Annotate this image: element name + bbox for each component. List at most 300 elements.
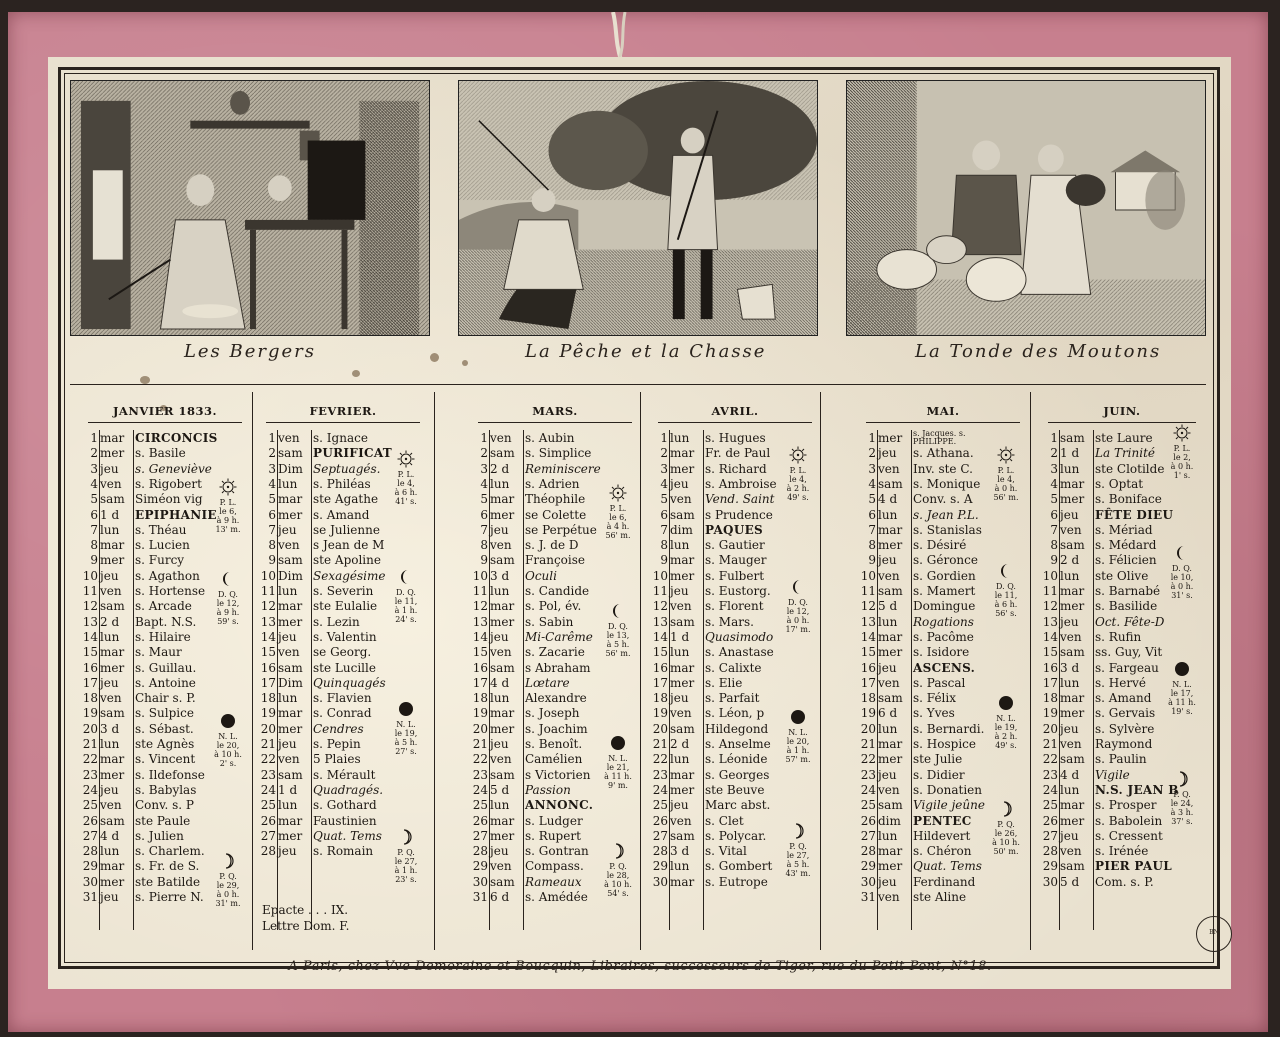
weekday: 3 d — [1060, 660, 1080, 675]
weekday: mar — [100, 645, 125, 660]
calendar-day-row — [470, 552, 640, 568]
saint-name: se Georg. — [313, 645, 372, 660]
weekday: lun — [1060, 675, 1080, 690]
weekday: sam — [1060, 859, 1085, 874]
saint-name: s. Amand — [313, 507, 370, 522]
saint-name: s. Hervé — [1095, 675, 1146, 690]
month-title: JANVIER 1833. — [88, 404, 242, 423]
saint-name: s. Pascal — [913, 675, 966, 690]
weekday: sam — [670, 614, 695, 629]
saint-name: ss. Guy, Vit — [1095, 645, 1163, 660]
ink-stain — [140, 376, 150, 384]
weekday: mer — [490, 721, 515, 736]
calendar-day-row — [470, 690, 640, 706]
weekday: 2 d — [490, 461, 510, 476]
saint-name: s. Pepin — [313, 737, 361, 751]
calendar-day-row — [80, 797, 250, 813]
saint-name: PURIFICAT — [313, 446, 393, 461]
moon-phase-note — [984, 562, 1028, 618]
day-number: 19 — [652, 706, 668, 721]
new-moon-icon — [397, 700, 415, 718]
calendar-day-row — [650, 537, 820, 553]
calendar-day-row — [470, 568, 640, 584]
day-number: 6 — [868, 507, 876, 522]
day-number: 26 — [652, 813, 668, 828]
day-number: 6 — [660, 507, 668, 522]
weekday: sam — [100, 813, 125, 828]
saint-name: Camélien — [525, 752, 583, 767]
saint-name: s. Zacarie — [525, 645, 585, 660]
saint-name: Ferdinand — [913, 874, 976, 889]
calendar-day-row — [80, 629, 250, 645]
day-number: 8 — [1050, 538, 1058, 553]
weekday: lun — [278, 691, 298, 706]
day-number: 18 — [82, 691, 98, 706]
day-number: 31 — [860, 890, 876, 904]
saint-name: Faustinien — [313, 813, 377, 828]
day-number: 7 — [268, 522, 276, 537]
weekday: mer — [878, 752, 903, 767]
day-number: 20 — [82, 721, 98, 736]
day-number: 8 — [660, 538, 668, 553]
day-number: 12 — [1042, 599, 1058, 614]
saint-name: s. Hugues — [705, 431, 766, 445]
saint-name: Quat. Tems — [913, 859, 982, 874]
weekday: mar — [100, 859, 125, 874]
weekday: jeu — [490, 629, 509, 644]
weekday: sam — [100, 599, 125, 614]
phase-text: le 17, — [1170, 689, 1194, 698]
day-number: 16 — [260, 660, 276, 675]
saint-name: s. Gothard — [313, 798, 377, 813]
weekday: lun — [1060, 568, 1080, 583]
weekday: lun — [100, 629, 120, 644]
phase-text: D. Q. — [1172, 564, 1192, 573]
day-number: 29 — [1042, 859, 1058, 874]
saint-name: s. Fulbert — [705, 568, 765, 583]
weekday: lun — [1060, 461, 1080, 476]
day-number: 7 — [90, 522, 98, 537]
weekday: ven — [878, 675, 900, 690]
saint-name: s. Benoît. — [525, 737, 583, 751]
calendar-day-row — [858, 660, 1028, 676]
weekday: lun — [278, 584, 298, 598]
weekday: jeu — [278, 629, 297, 644]
calendar-day-row — [258, 644, 428, 660]
day-number: 23 — [260, 767, 276, 782]
calendar-day-row — [650, 430, 820, 446]
phase-text: à 5 h. — [786, 860, 810, 869]
weekday: 3 d — [490, 568, 510, 583]
weekday: sam — [490, 660, 515, 675]
saint-name: s. Eustorg. — [705, 584, 771, 598]
phase-text: P. L. — [219, 498, 237, 507]
saint-name: s. Furcy — [135, 553, 185, 568]
day-number: 2 — [660, 446, 668, 461]
phase-text: N. L. — [788, 728, 808, 737]
weekday: sam — [490, 874, 515, 889]
saint-name: ste Beuve — [705, 782, 765, 797]
weekday: lun — [100, 844, 120, 859]
phase-text: P. Q. — [997, 820, 1015, 829]
saint-name: ste Paule — [135, 813, 191, 828]
weekday: ven — [670, 492, 692, 507]
phase-text: le 13, — [606, 631, 630, 640]
caption-1: Les Bergers — [183, 341, 317, 362]
phase-text: à 2 h. — [994, 732, 1018, 741]
phase-text: D. Q. — [996, 582, 1016, 591]
calendar-day-row — [470, 797, 640, 813]
day-number: 24 — [652, 782, 668, 797]
phase-text: à 0 h. — [216, 890, 240, 899]
weekday: mer — [878, 538, 903, 553]
weekday: jeu — [878, 553, 897, 568]
calendar-day-row — [858, 629, 1028, 645]
phase-text: à 5 h. — [606, 640, 630, 649]
day-number: 5 — [660, 492, 668, 507]
calendar-day-row — [258, 522, 428, 538]
weekday: mar — [878, 844, 903, 859]
weekday: mer — [670, 782, 695, 797]
moon-phase-note — [596, 602, 640, 658]
phase-text: 43' m. — [785, 869, 811, 878]
day-number: 17 — [82, 675, 98, 690]
weekday: 4 d — [490, 675, 510, 690]
saint-name: s. Optat — [1095, 476, 1144, 491]
weekday: mar — [100, 431, 125, 445]
weekday: 2 d — [670, 737, 690, 751]
day-number: 13 — [82, 614, 98, 629]
weekday: jeu — [490, 522, 509, 537]
calendar-day-row — [858, 675, 1028, 691]
saint-name: s. Gordien — [913, 568, 976, 583]
weekday: lun — [878, 507, 898, 522]
saint-name: s. Paulin — [1095, 752, 1147, 767]
phase-text: 23' s. — [395, 875, 417, 884]
phase-text: 56' m. — [605, 531, 631, 540]
day-number: 3 — [868, 461, 876, 476]
saint-name: s. Hortense — [135, 584, 206, 598]
saint-name: Domingue — [913, 599, 976, 614]
day-number: 18 — [472, 691, 488, 706]
saint-name: ASCENS. — [913, 660, 976, 675]
calendar-day-row — [258, 797, 428, 813]
moon-phase-note — [206, 478, 250, 534]
calendar-day-row — [1040, 721, 1204, 737]
weekday: ven — [490, 431, 512, 445]
day-number: 21 — [652, 737, 668, 751]
full-moon-sun-icon — [997, 446, 1015, 464]
engraving-la-peche-et-la-chasse — [458, 80, 818, 336]
calendar-day-row — [858, 507, 1028, 523]
day-number: 14 — [82, 629, 98, 644]
saint-name: s. Conrad — [313, 706, 372, 721]
calendar-day-row — [650, 644, 820, 660]
calendar-day-row — [1040, 736, 1204, 752]
saint-name: s. Gontran — [525, 844, 589, 859]
day-number: 30 — [652, 874, 668, 889]
first-quarter-icon — [219, 852, 237, 870]
phase-text: 54' s. — [607, 889, 629, 898]
day-number: 24 — [82, 782, 98, 797]
calendar-day-row — [858, 782, 1028, 798]
saint-name: s. Isidore — [913, 645, 970, 660]
weekday: 1 d — [670, 629, 690, 644]
saint-name: Hildevert — [913, 828, 971, 843]
phase-text: 37' s. — [1171, 817, 1193, 826]
saint-name: s. Severin — [313, 584, 374, 598]
saint-name: PENTEC — [913, 813, 972, 828]
weekday: mar — [1060, 476, 1085, 491]
calendar-day-row — [650, 675, 820, 691]
weekday: mar — [878, 522, 903, 537]
weekday: ven — [878, 461, 900, 476]
day-number: 20 — [472, 721, 488, 736]
phase-text: P. Q. — [609, 862, 627, 871]
phase-text: à 0 h. — [994, 484, 1018, 493]
phase-text: le 4, — [997, 475, 1015, 484]
weekday: lun — [878, 721, 898, 736]
saint-name: 5 Plaies — [313, 752, 361, 767]
phase-text: à 10 h. — [604, 880, 632, 889]
phase-text: 57' m. — [785, 755, 811, 764]
day-number: 6 — [268, 507, 276, 522]
weekday: jeu — [1060, 507, 1079, 522]
day-number: 25 — [652, 798, 668, 813]
weekday: sam — [278, 553, 303, 568]
weekday: 6 d — [490, 890, 510, 904]
calendar-day-row — [858, 858, 1028, 874]
saint-name: s. Maur — [135, 645, 182, 660]
day-number: 16 — [82, 660, 98, 675]
phase-text: à 1 h. — [786, 746, 810, 755]
calendar-day-row — [470, 430, 640, 446]
phase-text: 49' s. — [787, 493, 809, 502]
new-moon-icon — [997, 694, 1015, 712]
new-moon-icon — [609, 734, 627, 752]
phase-text: 13' m. — [215, 525, 241, 534]
calendar-day-row — [80, 675, 250, 691]
saint-name: s. Vital — [705, 844, 747, 859]
moon-phase-note — [776, 822, 820, 878]
calendar-day-row — [858, 644, 1028, 660]
day-number: 1 — [660, 431, 668, 445]
weekday: ven — [878, 782, 900, 797]
day-number: 20 — [652, 721, 668, 736]
weekday: mer — [100, 553, 125, 568]
saint-name: s. Joachim — [525, 721, 588, 736]
saint-name: s. Léonide — [705, 752, 768, 767]
day-number: 2 — [90, 446, 98, 461]
saint-name: Quasimodo — [705, 629, 774, 644]
weekday: sam — [878, 798, 903, 813]
saint-name: s. Babolein — [1095, 813, 1163, 828]
weekday: mar — [490, 599, 515, 614]
saint-name: s. Joseph — [525, 706, 580, 721]
saint-name: s. Ildefonse — [135, 767, 205, 782]
calendar-day-row — [650, 782, 820, 798]
day-number: 15 — [1042, 645, 1058, 660]
day-number: 18 — [260, 691, 276, 706]
weekday: ven — [100, 584, 122, 598]
phase-text: D. Q. — [218, 590, 238, 599]
day-number: 11 — [472, 584, 488, 598]
day-number: 4 — [868, 476, 876, 491]
weekday: sam — [100, 492, 125, 507]
weekday: mer — [278, 828, 303, 843]
saint-name: s. Eutrope — [705, 874, 768, 889]
day-number: 19 — [472, 706, 488, 721]
caption-3: La Tonde des Moutons — [915, 341, 1162, 362]
day-number: 13 — [260, 614, 276, 629]
weekday: ven — [100, 691, 122, 706]
calendar-day-row — [470, 583, 640, 599]
phase-text: le 6, — [609, 513, 627, 522]
weekday: mer — [670, 568, 695, 583]
day-number: 5 — [268, 492, 276, 507]
phase-text: à 10 h. — [992, 838, 1020, 847]
saint-name: s. Jean P.L. — [913, 507, 979, 522]
calendar-day-row — [80, 828, 250, 844]
day-number: 9 — [480, 553, 488, 568]
weekday: lun — [878, 614, 898, 629]
day-number: 1 — [90, 431, 98, 445]
weekday: 3 d — [670, 844, 690, 859]
moon-phase-note — [384, 450, 428, 506]
saint-name: s. Vincent — [135, 752, 196, 767]
saint-name: ste Apoline — [313, 553, 381, 568]
weekday: 4 d — [1060, 767, 1080, 782]
day-number: 3 — [480, 461, 488, 476]
calendar-day-row — [858, 522, 1028, 538]
phase-text: P. Q. — [789, 842, 807, 851]
day-number: 26 — [82, 813, 98, 828]
moon-phase-note — [206, 852, 250, 908]
day-number: 9 — [868, 553, 876, 568]
day-number: 25 — [1042, 798, 1058, 813]
weekday: 5 d — [878, 599, 898, 614]
day-number: 3 — [268, 461, 276, 476]
saint-name: s. Basilide — [1095, 599, 1158, 614]
calendar-day-row — [470, 445, 640, 461]
day-number: 4 — [480, 476, 488, 491]
weekday: lun — [670, 752, 690, 767]
calendar-day-row — [1040, 629, 1204, 645]
weekday: jeu — [100, 675, 119, 690]
day-number: 7 — [660, 522, 668, 537]
saint-name: FÊTE DIEU — [1095, 507, 1174, 522]
weekday: sam — [278, 767, 303, 782]
calendar-day-row — [258, 430, 428, 446]
weekday: mer — [278, 721, 303, 736]
library-stamp: BN — [1196, 916, 1232, 952]
weekday: mer — [278, 507, 303, 522]
day-number: 28 — [652, 844, 668, 859]
day-number: 27 — [652, 828, 668, 843]
day-number: 31 — [82, 890, 98, 904]
weekday: ven — [100, 798, 122, 813]
weekday: ven — [1060, 522, 1082, 537]
weekday: jeu — [278, 522, 297, 537]
day-number: 5 — [90, 492, 98, 507]
saint-name: s. Sylvère — [1095, 721, 1155, 736]
full-moon-sun-icon — [789, 446, 807, 464]
day-number: 12 — [860, 599, 876, 614]
saint-name: Cendres — [313, 721, 364, 736]
weekday: jeu — [100, 568, 119, 583]
moon-phase-note — [1160, 660, 1204, 716]
weekday: 4 d — [100, 828, 120, 843]
saint-name: s. Charlem. — [135, 844, 205, 859]
saint-name: s. Stanislas — [913, 522, 982, 537]
weekday: ven — [1060, 844, 1082, 859]
phase-text: à 10 h. — [214, 750, 242, 759]
saint-name: s. Lezin — [313, 614, 360, 629]
calendar-day-row — [80, 767, 250, 783]
day-number: 4 — [660, 476, 668, 491]
weekday: mar — [490, 706, 515, 721]
saint-name: s. Fr. de S. — [135, 859, 200, 874]
calendar-day-row — [80, 552, 250, 568]
weekday: 4 d — [878, 492, 898, 507]
weekday: sam — [278, 446, 303, 461]
last-quarter-icon — [1173, 544, 1191, 562]
weekday: mer — [100, 660, 125, 675]
saint-name: Vigile — [1095, 767, 1130, 782]
day-number: 11 — [82, 584, 98, 598]
day-number: 21 — [260, 737, 276, 751]
calendar-day-row — [858, 751, 1028, 767]
day-number: 17 — [1042, 675, 1058, 690]
last-quarter-icon — [219, 570, 237, 588]
saint-name: ste Batilde — [135, 874, 201, 889]
calendar-day-row — [650, 660, 820, 676]
day-number: 25 — [860, 798, 876, 813]
saint-name: Quadragés. — [313, 782, 384, 797]
phase-text: 9' m. — [608, 781, 628, 790]
calendar-day-row — [1040, 522, 1204, 538]
saint-name: Siméon vig — [135, 492, 203, 507]
calendar-day-row — [858, 537, 1028, 553]
weekday: sam — [878, 691, 903, 706]
phase-text: P. Q. — [219, 872, 237, 881]
calendar-day-row — [1040, 843, 1204, 859]
saint-name: se Colette — [525, 507, 587, 522]
weekday: jeu — [100, 890, 119, 904]
saint-name: s. Romain — [313, 844, 374, 859]
day-number: 10 — [260, 568, 276, 583]
weekday: jeu — [878, 767, 897, 782]
saint-name: ste Olive — [1095, 568, 1149, 583]
weekday: lun — [670, 431, 690, 445]
saint-name: Compass. — [525, 859, 584, 874]
calendar-day-row — [858, 767, 1028, 783]
day-number: 16 — [652, 660, 668, 675]
saint-name: Inv. ste C. — [913, 461, 973, 476]
weekday: mer — [878, 431, 903, 445]
day-number: 14 — [472, 629, 488, 644]
full-moon-sun-icon — [1173, 424, 1191, 442]
weekday: jeu — [878, 660, 897, 675]
saint-name: s. Jacques. s. PHILIPPE. — [913, 429, 966, 446]
saint-name: ste Julie — [913, 752, 963, 767]
saint-name: s. Ambroise — [705, 476, 777, 491]
day-number: 17 — [472, 675, 488, 690]
saint-name: s. Babylas — [135, 782, 197, 797]
saint-name: s. Philéas — [313, 476, 371, 491]
saint-name: s. Géronce — [913, 553, 978, 568]
calendar-day-row — [80, 461, 250, 477]
